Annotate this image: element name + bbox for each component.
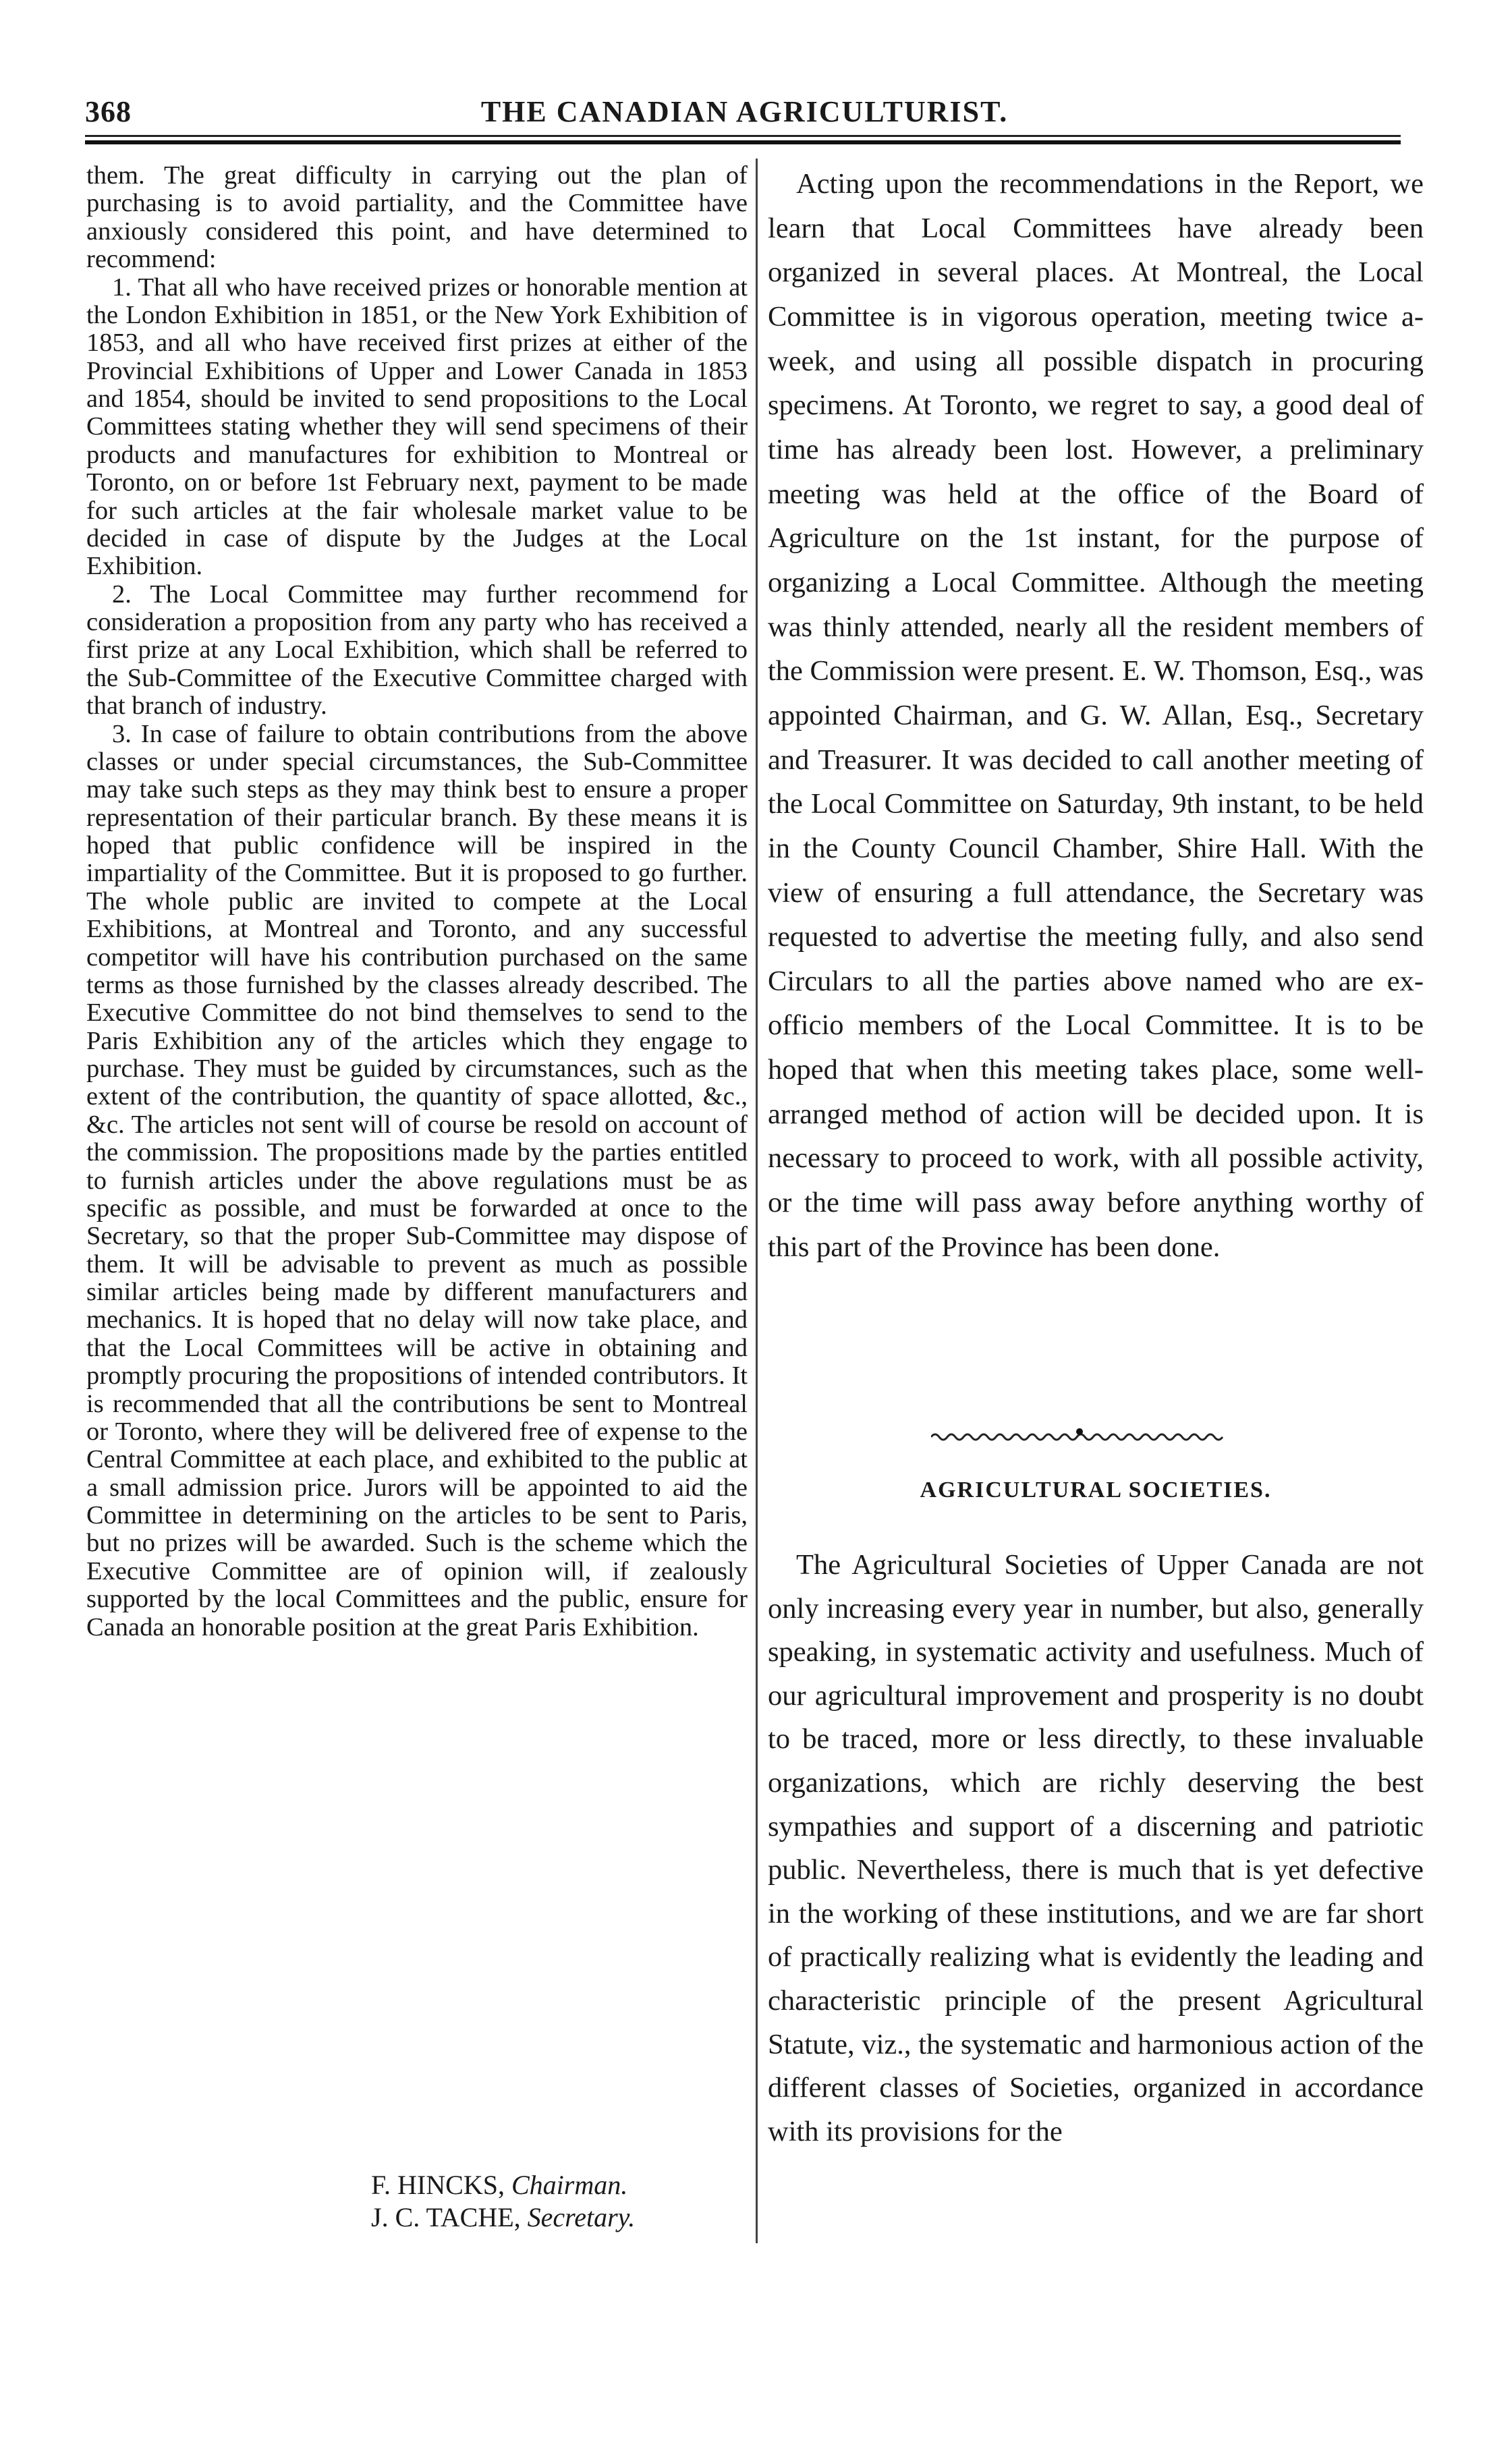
left-column bbox=[86, 162, 748, 1641]
running-head: THE CANADIAN AGRICULTURIST. bbox=[480, 95, 1009, 128]
page-header bbox=[85, 94, 1404, 135]
left-paragraph-item-2: 2. The Local Committee may further recommend for consideration a proposition from any party who has received a first prize at any Local Exhibition, which shall be referred to the Sub-Committee of the Executive Committee charged with that branch of industry. bbox=[86, 580, 748, 721]
right-paragraph-1: Acting upon the recommendations in the Report, we learn that Local Committees have already been organized in several places. At Montreal, the Local Committee is in vigorous operation, meeting twice a-week, and using all possible dispatch in procuring specimens. At Toronto, we regret to say, a good deal of time has already been lost. However, a preliminary meeting was held at the office of the Board of Agriculture on the 1st instant, for the purpose of organizing a Local Committee. Although the meeting was thinly attended, nearly all the resident members of the Commission were present. E. W. Thomson, Esq., was appointed Chairman, and G. W. Allan, Esq., Secretary and Treasurer. It was decided to call another meeting of the Local Committee on Saturday, 9th instant, to be held in the County Council Chamber, Shire Hall. With the view of ensuring a full attendance, the Secretary was requested to advertise the meeting fully, and also send Circulars to all the parties above named who are ex-officio members of the Local Committee. It is to be hoped that when this meeting takes place, some well-arranged method of action will be decided upon. It is necessary to proceed to work, with all possible activity, or the time will pass away before anything worthy of this part of the Province has been done. bbox=[768, 168, 1424, 1263]
column-divider bbox=[756, 159, 758, 2243]
page-number: 368 bbox=[85, 95, 132, 128]
section-heading: AGRICULTURAL SOCIETIES. bbox=[920, 1477, 1272, 1502]
header-rule-thick bbox=[85, 140, 1401, 144]
section-paragraph-1: The Agricultural Societies of Upper Canada are not only increasing every year in number, but also, generally speaking, in systematic activity and usefulness. Much of our agricultural improvement and prosperity is no doubt to be traced, more or less directly, to these invaluable organizations, which are richly deserving the best sympathies and support of a discerning and patriotic public. Nevertheless, there is much that is yet defective in the working of these institutions, and we are far short of practically realizing what is evidently the leading and characteristic principle of the present Agricultural Statute, viz., the systematic and harmonious action of the different classes of Societies, organized in accordance with its provisions for the bbox=[768, 1549, 1424, 2147]
wavy-ornament-divider bbox=[931, 1425, 1228, 1445]
signature-name: J. C. TACHE, bbox=[371, 2202, 521, 2232]
signature-name: F. HINCKS, bbox=[371, 2170, 505, 2200]
signature-chairman bbox=[371, 2169, 749, 2201]
section-body bbox=[768, 1544, 1424, 2154]
left-paragraph-item-1: 1. That all who have received prizes or honorable mention at the London Exhibition in 1851, or the New York Exhibition of 1853, and all who have received first prizes at either of the Provincial Exhibitions of Upper and Lower Canada in 1853 and 1854, should be invited to send propositions to the Local Committees stating whether they will send specimens of their products and manufactures for exhibition to Montreal or Toronto, on or before 1st February next, payment to be made for such articles at the fair wholesale market value to be decided in case of dispute by the Judges at the Local Exhibition. bbox=[86, 273, 748, 581]
left-paragraph-item-3: 3. In case of failure to obtain contributions from the above classes or under special circumstances, the Sub-Committee may take such steps as they may think best to ensure a proper representation of their particular branch. By these means it is hoped that public confidence will be inspired in the impartiality of the Committee. But it is proposed to go further. The whole public are invited to compete at the Local Exhibitions, at Montreal and Toronto, and any successful competitor will have his contribution purchased on the same terms as those furnished by the classes already described. The Executive Committee do not bind themselves to send to the Paris Exhibition any of the articles which they engage to purchase. They must be guided by circumstances, such as the extent of the contribution, the quantity of space allotted, &c., &c. The articles not sent will of course be resold on account of the commission. The propositions made by the parties entitled to furnish articles under the above regulations must be as specific as possible, and must be forwarded at once to the Secretary, so that the proper Sub-Committee may dispose of them. It will be advisable to prevent as much as possible similar articles being made by different manufacturers and mechanics. It is hoped that no delay will now take place, and that the Local Committees will be active in obtaining and promptly procuring the propositions of intended contributors. It is recommended that all the contributions be sent to Montreal or Toronto, where they will be delivered free of expense to the Central Committee at each place, and exhibited to the public at a small admission price. Jurors will be appointed to aid the Committee in determining on the articles to be sent to Paris, but no prizes will be awarded. Such is the scheme which the Executive Committee are of opinion will, if zealously supported by the local Committees and the public, ensure for Canada an honorable position at the great Paris Exhibition. bbox=[86, 719, 748, 1641]
signature-title: Chairman. bbox=[511, 2170, 628, 2200]
signature-title: Secretary. bbox=[527, 2202, 636, 2232]
signature-secretary bbox=[371, 2201, 749, 2234]
header-rule bbox=[85, 135, 1401, 137]
right-column bbox=[768, 162, 1424, 1269]
signature-block bbox=[371, 2169, 749, 2234]
left-paragraph-1: them. The great difficulty in carrying out the plan of purchasing is to avoid partiality, and the Committee have anxiously considered this point, and have determined to recommend: bbox=[86, 161, 748, 274]
